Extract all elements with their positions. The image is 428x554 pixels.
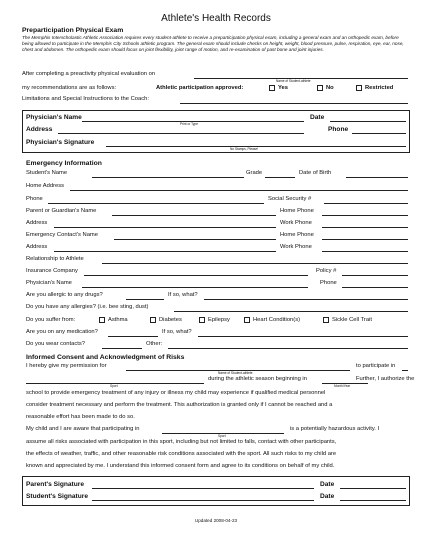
student-date-field[interactable] xyxy=(340,500,406,501)
contact-home-phone-label: Home Phone xyxy=(280,232,314,238)
physician-signature-label: Physician's Signature xyxy=(26,139,95,146)
footer-updated: Updated 2008-04-23 xyxy=(194,518,238,523)
contact-label: Emergency Contact's Name xyxy=(26,232,98,238)
consent-line-1: school to provide emergency treatment of any injury or illness my child may experience if qualified medical personnel xyxy=(26,390,326,396)
home-address-label: Home Address xyxy=(26,183,65,189)
parent-date-label: Date xyxy=(320,481,335,488)
student-signature-label: Student's Signature xyxy=(26,493,89,500)
allergic-drugs-label: Are you allergic to any drugs? xyxy=(26,292,103,298)
consent-name-hint: Name of Student-athlete xyxy=(218,371,253,375)
phone-label: Phone xyxy=(26,196,43,202)
parent-date-field[interactable] xyxy=(340,488,406,489)
student-signature-field[interactable] xyxy=(92,500,314,501)
sickle-cell-label: Sickle Cell Trait xyxy=(332,317,372,323)
approved-no-checkbox[interactable] xyxy=(317,85,323,91)
relationship-field[interactable] xyxy=(102,263,408,264)
other-label: Other: xyxy=(146,341,163,347)
parent-address-field[interactable] xyxy=(54,227,276,228)
parent-work-phone-label: Work Phone xyxy=(280,220,312,226)
epilepsy-label: Epilepsy xyxy=(208,317,230,323)
relationship-label: Relationship to Athlete xyxy=(26,256,84,262)
ssn-label: Social Security # xyxy=(268,196,312,202)
sickle-cell-checkbox[interactable] xyxy=(323,317,329,323)
parent-address-label: Address xyxy=(26,220,48,226)
phone-field[interactable] xyxy=(48,203,264,204)
consent-line-2: consider treatment necessary and perform the treatment. This authorization is granted only if I cannot be reached and a xyxy=(26,402,333,408)
grade-label: Grade xyxy=(246,170,263,176)
give-permission-label: I hereby give my permission for xyxy=(26,363,107,369)
physician-date-line[interactable] xyxy=(330,121,406,122)
consent-line-5: the effects of weather, traffic, and other reasonable risk conditions associated with the sport. All such risks to my child are xyxy=(26,451,337,457)
student-name-field[interactable] xyxy=(92,177,244,178)
allergies-field[interactable] xyxy=(174,311,408,312)
insurance-field[interactable] xyxy=(84,275,308,276)
approved-yes-checkbox[interactable] xyxy=(269,85,275,91)
contact-work-phone-label: Work Phone xyxy=(280,244,312,250)
month-year-hint: Month/Year xyxy=(334,384,351,388)
emergency-physician-phone-label: Phone xyxy=(320,280,337,286)
heart-condition-label: Heart Condition(s) xyxy=(253,317,301,323)
approved-label: Athletic participation approved: xyxy=(156,85,244,91)
physician-name-label: Physician's Name xyxy=(26,114,82,121)
suffer-from-label: Do you suffer from: xyxy=(26,317,76,323)
student-date-label: Date xyxy=(320,493,335,500)
physician-address-label: Address xyxy=(26,126,53,133)
parent-field[interactable] xyxy=(112,215,276,216)
to-participate-line[interactable] xyxy=(402,370,408,371)
page-title: Athlete's Health Records xyxy=(161,13,271,24)
emergency-heading: Emergency Information xyxy=(26,160,102,167)
approved-yes-label: Yes xyxy=(278,85,288,91)
insurance-label: Insurance Company xyxy=(26,268,78,274)
parent-signature-field[interactable] xyxy=(92,488,314,489)
child-participating-label: My child and I are aware that participating in xyxy=(26,426,140,432)
medication-what-field[interactable] xyxy=(198,336,408,337)
medication-label: Are you on any medication? xyxy=(26,329,98,335)
ssn-field[interactable] xyxy=(324,203,408,204)
contact-address-field[interactable] xyxy=(54,251,276,252)
epilepsy-checkbox[interactable] xyxy=(199,317,205,323)
parent-home-phone-field[interactable] xyxy=(322,215,408,216)
physician-date-label: Date xyxy=(310,114,325,121)
allergic-drugs-if-so-label: If so, what? xyxy=(168,292,198,298)
student-name-label: Student's Name xyxy=(26,170,68,176)
emergency-physician-phone-field[interactable] xyxy=(342,287,408,288)
consent-sport-hint: Sport xyxy=(110,384,118,388)
policy-field[interactable] xyxy=(342,275,408,276)
limitations-label: Limitations and Special Instructions to the Coach: xyxy=(22,96,149,102)
after-completing-label: After completing a preactivity physical evaluation on xyxy=(22,71,156,77)
grade-field[interactable] xyxy=(265,177,295,178)
medication-field[interactable] xyxy=(108,336,158,337)
diabetes-label: Diabetes xyxy=(159,317,182,323)
allergies-label: Do you have any allergies? (i.e. bee sting, dust) xyxy=(26,304,149,310)
heart-condition-checkbox[interactable] xyxy=(244,317,250,323)
dob-field[interactable] xyxy=(346,177,408,178)
consent-line-6: known and appreciated by me. I understand this informed consent form and agree to its conditions on behalf of my child. xyxy=(26,463,335,469)
consent-line-4: assume all risks associated with participation in this sport, including but not limited to falls, contact with other participants, xyxy=(26,439,337,445)
preparticipation-intro: The Memphis Interscholastic Athletic Association requires every student-athlete to receive a preparticipation physical exam, including a general exam and an orthopedic exam, before being allowed to participate in the Memphis City Schools athletic program. The general exam should include checks on height, weight, blood pressure, pulse, respiration, eye, ear, nose, chest and abdomen. The orthopedic exam should focus on joint flexibility, joint range of motion, and re-examination of past bone and joint injuries. xyxy=(22,35,404,53)
consent-line-3: reasonable effort has been made to do so. xyxy=(26,414,135,420)
contact-field[interactable] xyxy=(114,239,276,240)
asthma-checkbox[interactable] xyxy=(99,317,105,323)
physician-address-line[interactable] xyxy=(58,133,304,134)
student-name-hint: Name of Student-athlete xyxy=(276,79,311,83)
parent-signature-label: Parent's Signature xyxy=(26,481,84,488)
diabetes-checkbox[interactable] xyxy=(150,317,156,323)
allergic-drugs-what-field[interactable] xyxy=(204,299,408,300)
consent-heading: Informed Consent and Acknowledgment of Risks xyxy=(26,354,185,361)
risk-sport-hint: Sport xyxy=(218,434,226,438)
contact-work-phone-field[interactable] xyxy=(322,251,408,252)
parent-work-phone-field[interactable] xyxy=(322,227,408,228)
during-season-label: during the athletic season beginning in xyxy=(208,376,307,382)
contacts-label: Do you wear contacts? xyxy=(26,341,85,347)
print-hint: Print or Type xyxy=(180,122,199,126)
recommendations-label: my recommendations are as follows: xyxy=(22,85,117,91)
emergency-physician-label: Physician's Name xyxy=(26,280,72,286)
home-address-field[interactable] xyxy=(70,190,408,191)
policy-label: Policy # xyxy=(316,268,337,274)
to-participate-label: to participate in xyxy=(356,363,396,369)
dob-label: Date of Birth xyxy=(299,170,332,176)
contact-address-label: Address xyxy=(26,244,48,250)
allergic-drugs-field[interactable] xyxy=(126,299,164,300)
physician-phone-line[interactable] xyxy=(352,133,406,134)
asthma-label: Asthma xyxy=(108,317,128,323)
stamp-hint: No Stamps, Please! xyxy=(230,147,259,151)
medication-if-so-label: If so, what? xyxy=(162,329,192,335)
hazardous-label: is a potentially hazardous activity. I xyxy=(290,426,380,432)
approved-restricted-checkbox[interactable] xyxy=(356,85,362,91)
further-label: Further, I authorize the xyxy=(356,376,415,382)
parent-home-phone-label: Home Phone xyxy=(280,208,314,214)
contact-home-phone-field[interactable] xyxy=(322,239,408,240)
emergency-physician-field[interactable] xyxy=(82,287,308,288)
approved-restricted-label: Restricted xyxy=(365,85,394,91)
other-field[interactable] xyxy=(168,348,408,349)
contacts-field[interactable] xyxy=(102,348,142,349)
preparticipation-heading: Preparticipation Physical Exam xyxy=(22,27,124,34)
limitations-line[interactable] xyxy=(180,103,408,104)
approved-no-label: No xyxy=(326,85,334,91)
physician-phone-label: Phone xyxy=(328,126,349,133)
parent-label: Parent or Guardian's Name xyxy=(26,208,97,214)
